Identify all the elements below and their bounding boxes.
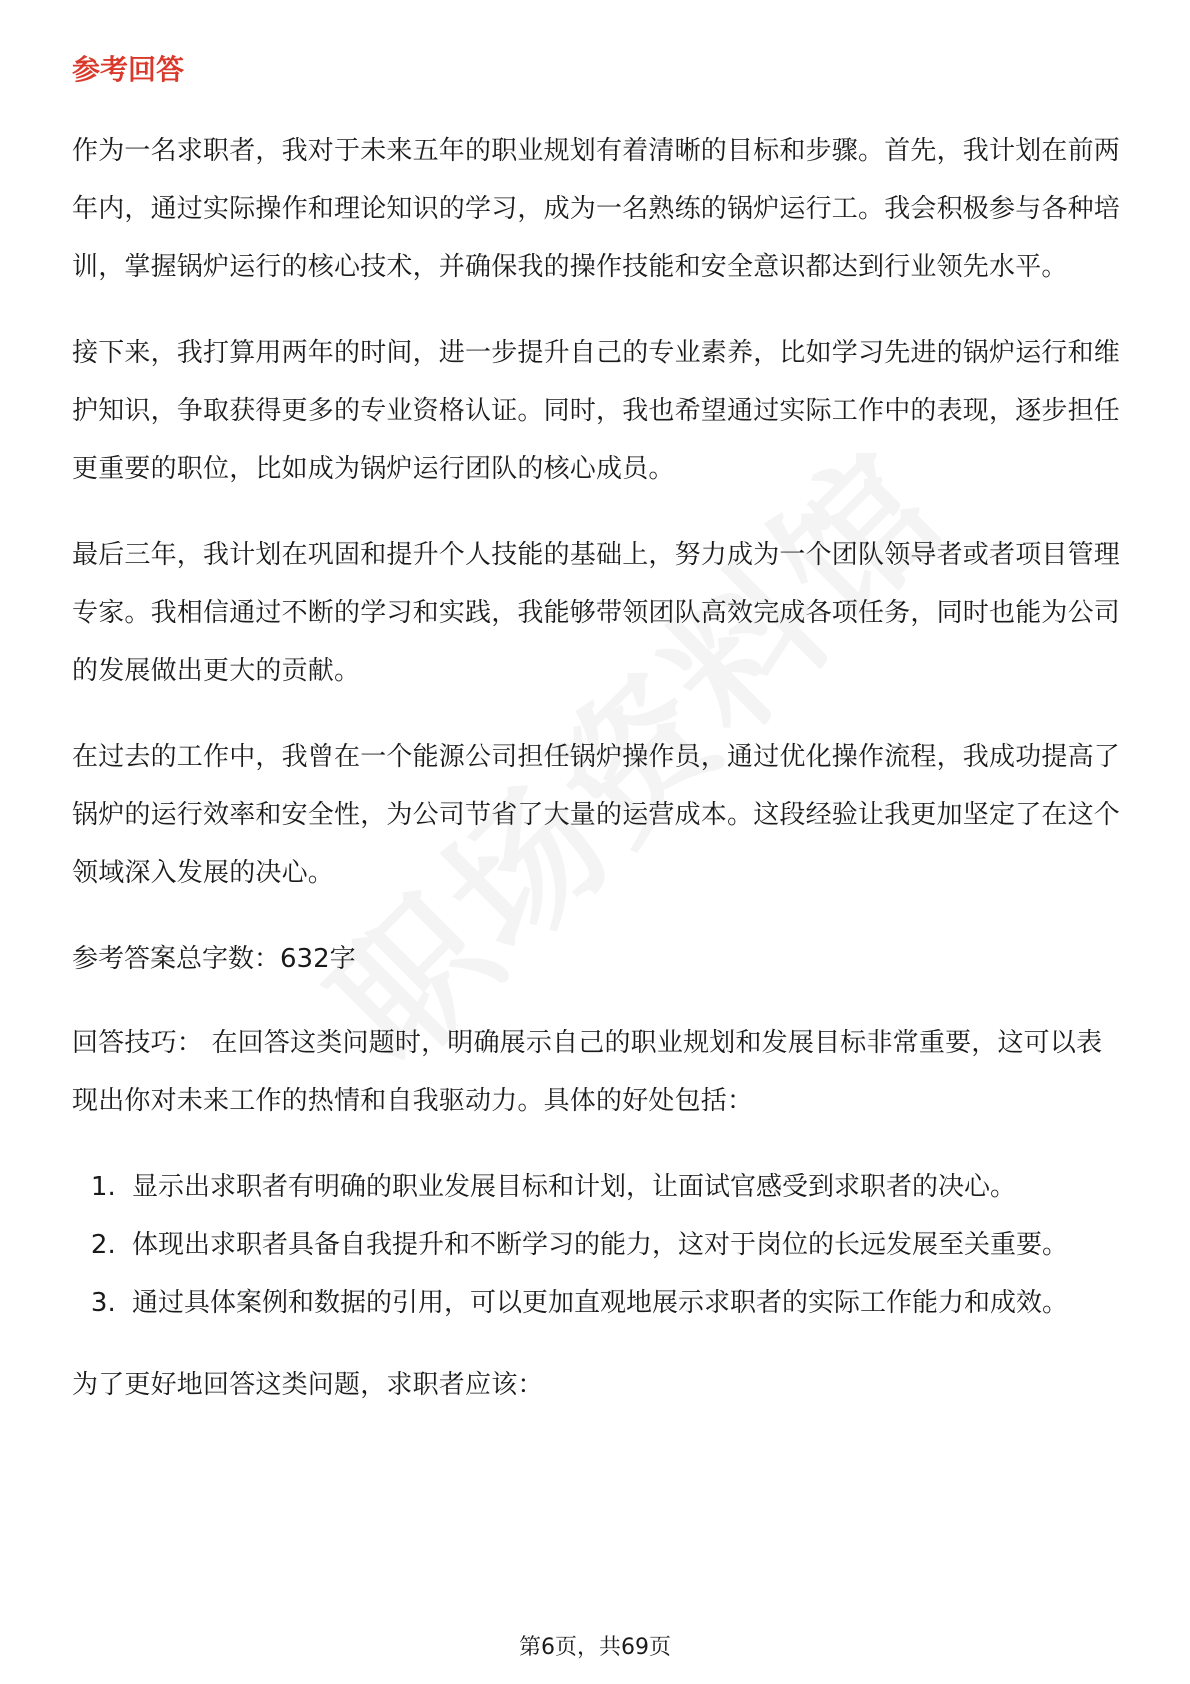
list-item: 2. 体现出求职者具备自我提升和不断学习的能力，这对于岗位的长远发展至关重要。 [124, 1216, 1120, 1274]
page-number: 第6页，共69页 [519, 1635, 671, 1660]
answer-paragraph-4: 在过去的工作中，我曾在一个能源公司担任锅炉操作员，通过优化操作流程，我成功提高了锅炉的运行效率和安全性，为公司节省了大量的运营成本。这段经验让我更加坚定了在这个领域深入发展的决心。 [72, 742, 1121, 888]
answer-paragraph-1: 作为一名求职者，我对于未来五年的职业规划有着清晰的目标和步骤。首先，我计划在前两年内，通过实际操作和理论知识的学习，成为一名熟练的锅炉运行工。我会积极参与各种培训，掌握锅炉运行的核心技术，并确保我的操作技能和安全意识都达到行业领先水平。 [72, 136, 1121, 282]
word-count: 参考答案总字数：632字 [72, 944, 356, 974]
answer-paragraph-2: 接下来，我打算用两年的时间，进一步提升自己的专业素养，比如学习先进的锅炉运行和维护知识，争取获得更多的专业资格认证。同时，我也希望通过实际工作中的表现，逐步担任更重要的职位，比如成为锅炉运行团队的核心成员。 [72, 338, 1121, 484]
tips-list [72, 1158, 1120, 1332]
list-item: 1. 显示出求职者有明确的职业发展目标和计划，让面试官感受到求职者的决心。 [124, 1158, 1120, 1216]
closing-line: 为了更好地回答这类问题，求职者应该： [72, 1370, 544, 1400]
answer-paragraph-3: 最后三年，我计划在巩固和提升个人技能的基础上，努力成为一个团队领导者或者项目管理专家。我相信通过不断的学习和实践，我能够带领团队高效完成各项任务，同时也能为公司的发展做出更大的贡献。 [72, 540, 1121, 686]
section-title: 参考回答 [72, 53, 185, 86]
document-body [72, 48, 1120, 1442]
tips-intro: 回答技巧： 在回答这类问题时，明确展示自己的职业规划和发展目标非常重要，这可以表现出你对未来工作的热情和自我驱动力。具体的好处包括： [72, 1028, 1103, 1116]
list-item: 3. 通过具体案例和数据的引用，可以更加直观地展示求职者的实际工作能力和成效。 [124, 1274, 1120, 1332]
